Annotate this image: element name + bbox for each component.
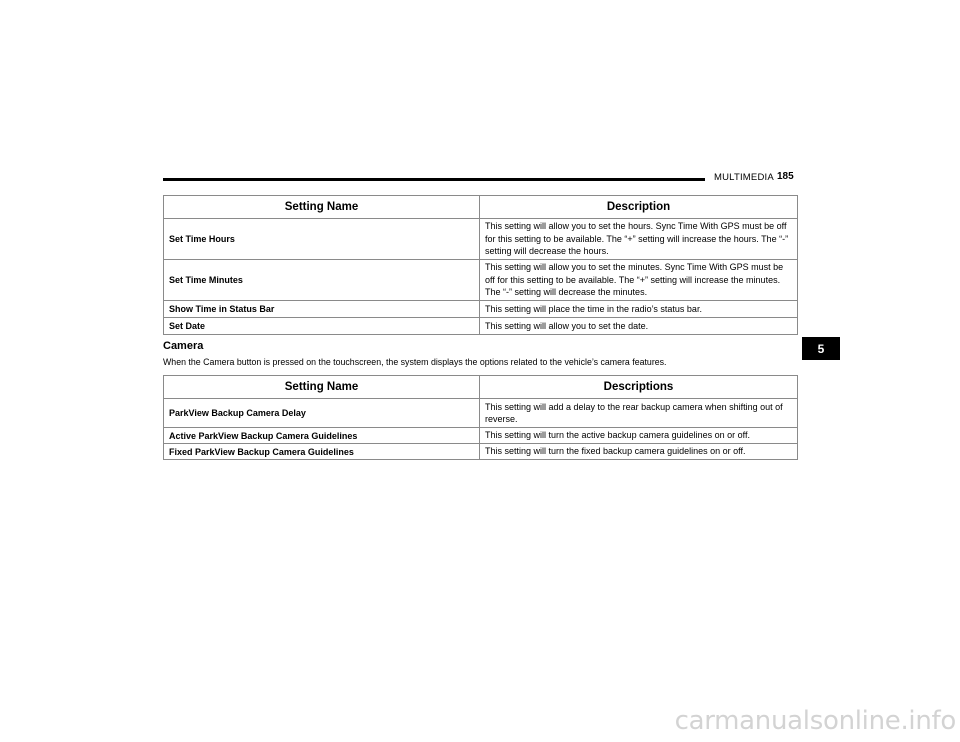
setting-description-cell: This setting will turn the active backup camera guidelines on or off.	[480, 428, 798, 444]
clock-settings-table	[163, 195, 798, 335]
camera-settings-table	[163, 375, 798, 460]
page-number: 185	[777, 171, 794, 182]
table-row	[164, 428, 798, 444]
table-header-row	[164, 196, 798, 219]
table-row	[164, 399, 798, 428]
setting-name-cell: Active ParkView Backup Camera Guidelines	[164, 428, 480, 444]
table-row	[164, 444, 798, 460]
column-header-setting-name: Setting Name	[164, 196, 480, 219]
setting-description-cell: This setting will allow you to set the minutes. Sync Time With GPS must be off for this setting to be available. The “+” setting will increase the minutes. The “-” setting will decrease the minutes.	[480, 260, 798, 301]
setting-description-cell: This setting will allow you to set the date.	[480, 318, 798, 335]
setting-description-cell: This setting will place the time in the radio’s status bar.	[480, 301, 798, 318]
column-header-descriptions: Descriptions	[480, 376, 798, 399]
table-header-row	[164, 376, 798, 399]
table-row	[164, 260, 798, 301]
setting-name-cell: Set Time Hours	[164, 219, 480, 260]
setting-name-cell: Set Date	[164, 318, 480, 335]
section-intro-text: When the Camera button is pressed on the touchscreen, the system displays the options related to the vehicle’s camera features.	[163, 357, 667, 367]
header-rule	[163, 178, 705, 181]
table-row	[164, 318, 798, 335]
column-header-description: Description	[480, 196, 798, 219]
running-header-section: MULTIMEDIA	[714, 172, 774, 183]
chapter-tab: 5	[802, 337, 840, 360]
setting-name-cell: ParkView Backup Camera Delay	[164, 399, 480, 428]
setting-description-cell: This setting will add a delay to the rear backup camera when shifting out of reverse.	[480, 399, 798, 428]
setting-description-cell: This setting will allow you to set the hours. Sync Time With GPS must be off for this setting to be available. The “+” setting will increase the hours. The “-” setting will decrease the hours.	[480, 219, 798, 260]
setting-name-cell: Set Time Minutes	[164, 260, 480, 301]
setting-description-cell: This setting will turn the fixed backup camera guidelines on or off.	[480, 444, 798, 460]
section-heading-camera: Camera	[163, 340, 204, 352]
table-row	[164, 301, 798, 318]
setting-name-cell: Show Time in Status Bar	[164, 301, 480, 318]
column-header-setting-name: Setting Name	[164, 376, 480, 399]
setting-name-cell: Fixed ParkView Backup Camera Guidelines	[164, 444, 480, 460]
watermark-logo: carmanualsonline.info	[674, 706, 956, 736]
table-row	[164, 219, 798, 260]
